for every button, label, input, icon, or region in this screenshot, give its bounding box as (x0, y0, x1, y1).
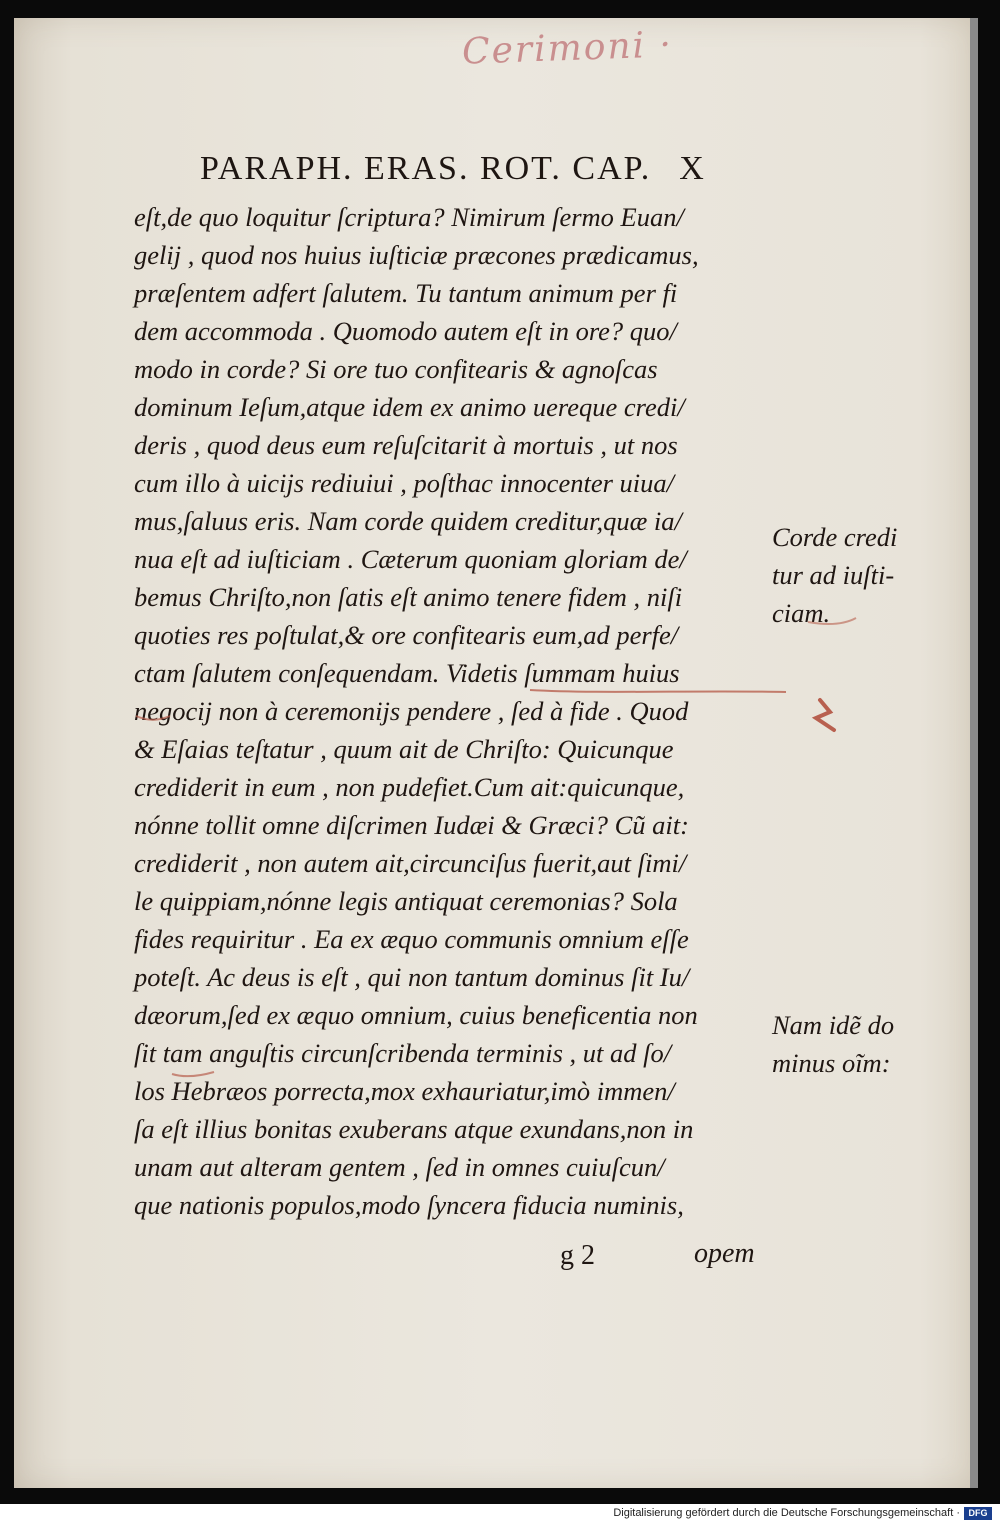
text-line: negocij non à ceremonijs pendere , ſed à fide . Quod (134, 696, 689, 726)
text-line: nónne tollit omne diſcrimen Iudæi & Græci? Cũ ait: (134, 810, 689, 840)
text-line: ſa eſt illius bonitas exuberans atque exundans,non in (134, 1114, 694, 1144)
running-head-chapter: X (679, 150, 706, 187)
text-line: quoties res poſtulat,& ore confitearis eum,ad perfe/ (134, 620, 679, 650)
text-line: deris , quod deus eum reſuſcitarit à mortuis , ut nos (134, 430, 678, 460)
text-line: & Eſaias teſtatur , quum ait de Chriſto: Quicunque (134, 734, 674, 764)
text-line: dem accommoda . Quomodo autem eſt in ore? quo/ (134, 316, 677, 346)
text-line: ſit tam anguſtis circunſcribenda terminis , ut ad ſo/ (134, 1038, 672, 1068)
text-line: bemus Chriſto,non ſatis eſt animo tenere fidem , niſi (134, 582, 683, 612)
text-line: nua eſt ad iuſticiam . Cæterum quoniam gloriam de/ (134, 544, 687, 574)
text-line: fides requiritur . Ea ex æquo communis omnium eſſe (134, 924, 689, 954)
text-line: dominum Ieſum,atque idem ex animo uereque credi/ (134, 392, 685, 422)
text-line: præſentem adfert ſalutem. Tu tantum animum per fi (134, 278, 678, 308)
text-line: ctam ſalutem conſequendam. Videtis ſummam huius (134, 658, 680, 688)
margin-note: Nam idẽ do (772, 1010, 895, 1040)
text-line: dæorum,ſed ex æquo omnium, cuius beneficentia non (134, 1000, 698, 1030)
handwritten-annotation: Cerimoni · (461, 24, 674, 73)
text-line: cum illo à uicijs rediuiui , poſthac innocenter uiua/ (134, 468, 674, 498)
text-line: que nationis populos,modo ſyncera fiducia numinis, (134, 1190, 684, 1220)
text-line: modo in corde? Si ore tuo confitearis & agnoſcas (134, 354, 658, 384)
text-line: crediderit in eum , non pudefiet.Cum ait:quicunque, (134, 772, 685, 802)
margin-note: tur ad iuſti- (772, 560, 895, 590)
text-line: le quippiam,nónne legis antiquat ceremonias? Sola (134, 886, 678, 916)
text-line: eſt,de quo loquitur ſcriptura? Nimirum ſermo Euan/ (134, 202, 684, 232)
signature-mark: g 2 (560, 1240, 595, 1271)
footer-credit: Digitalisierung gefördert durch die Deutsche Forschungsgemeinschaft · (613, 1507, 960, 1519)
margin-note: minus oĩm: (772, 1048, 891, 1078)
margin-note: ciam. (772, 598, 831, 628)
text-line: los Hebræos porrecta,mox exhauriatur,imò immen/ (134, 1076, 675, 1106)
footer-bar (0, 1504, 1000, 1524)
catchword: opem (694, 1238, 755, 1269)
running-head-title: PARAPH. ERAS. ROT. CAP. (200, 150, 652, 187)
running-head (200, 150, 706, 188)
dfg-logo-icon: DFG (964, 1507, 992, 1520)
text-line: unam aut alteram gentem , ſed in omnes cuiuſcun/ (134, 1152, 665, 1182)
text-line: gelij , quod nos huius iuſticiæ præcones prædicamus, (134, 240, 699, 270)
text-line: poteſt. Ac deus is eſt , qui non tantum dominus ſit Iu/ (134, 962, 690, 992)
text-line: mus,ſaluus eris. Nam corde quidem creditur,quæ ia/ (134, 506, 682, 536)
margin-note: Corde credi (772, 522, 898, 552)
text-line: crediderit , non autem ait,circunciſus fuerit,aut ſimi/ (134, 848, 687, 878)
